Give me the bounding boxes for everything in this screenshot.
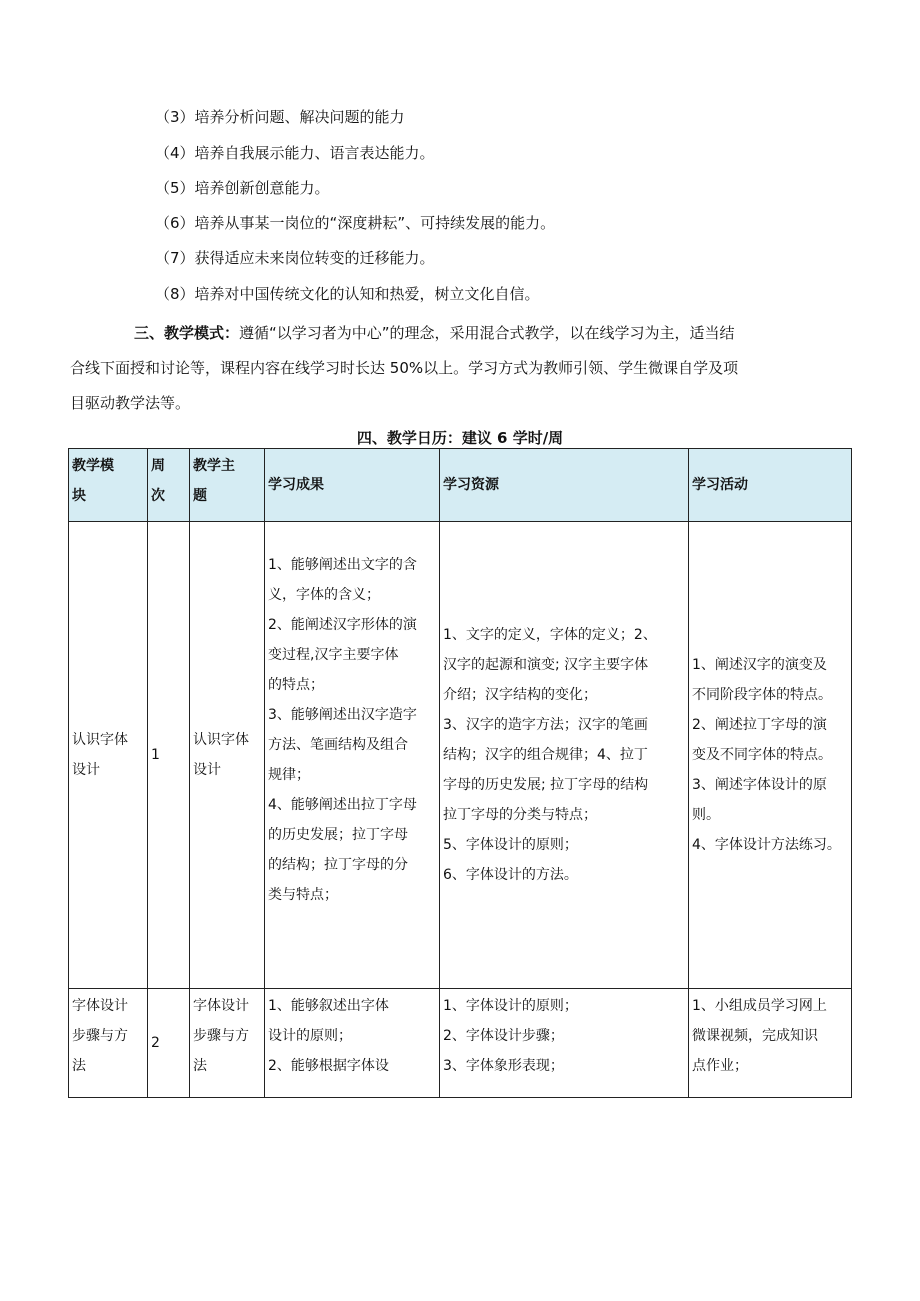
cell-topic: 字体设计 步骤与方 法: [190, 989, 265, 1098]
table-title: 四、教学日历：建议 6 学时/周: [356, 429, 564, 447]
header-topic: 教学主 题: [190, 449, 265, 522]
cell-module: 字体设计 步骤与方 法: [69, 989, 148, 1098]
cell-outcome: 1、能够阐述出文字的含 义，字体的含义； 2、能阐述汉字形体的演 变过程,汉字主要字体 的特点； 3、能够阐述出汉字造字 方法、笔画结构及组合 规律； 4、能够阐述出拉丁字母 的历史发展；拉丁字母 的结构；拉丁字母的分 类与特点；: [265, 522, 440, 989]
cell-resource: 1、字体设计的原则； 2、字体设计步骤； 3、字体象形表现；: [440, 989, 689, 1098]
teaching-mode-text: 目驱动教学法等。: [70, 394, 191, 412]
teaching-mode-text: 合线下面授和讨论等，课程内容在线学习时长达 50%以上。学习方式为教师引领、学生微课自学及项: [70, 359, 739, 377]
teaching-mode-paragraph: [70, 316, 860, 421]
teaching-mode-heading: 三、教学模式：: [134, 324, 240, 342]
cell-activity: 1、小组成员学习网上 微课视频，完成知识 点作业；: [689, 989, 852, 1098]
header-week: 周 次: [148, 449, 190, 522]
list-item: （4）培养自我展示能力、语言表达能力。: [155, 144, 435, 162]
header-module: 教学模 块: [69, 449, 148, 522]
cell-week: 1: [148, 522, 190, 989]
teaching-calendar-table: [68, 448, 852, 1098]
cell-resource: 1、文字的定义，字体的定义；2、 汉字的起源和演变; 汉字主要字体 介绍；汉字结构的变化； 3、汉字的造字方法；汉字的笔画 结构；汉字的组合规律；4、拉丁 字母的历史发展; 拉丁字母的结构 拉丁字母的分类与特点； 5、字体设计的原则； 6、字体设计的方法。: [440, 522, 689, 989]
header-resource: 学习资源: [440, 449, 689, 522]
cell-week: 2: [148, 989, 190, 1098]
list-item: （6）培养从事某一岗位的“深度耕耘”、可持续发展的能力。: [155, 214, 556, 232]
cell-activity: 1、阐述汉字的演变及 不同阶段字体的特点。 2、阐述拉丁字母的演 变及不同字体的特点。 3、阐述字体设计的原 则。 4、字体设计方法练习。: [689, 522, 852, 989]
table-row: [69, 989, 852, 1098]
list-item: （3）培养分析问题、解决问题的能力: [155, 108, 405, 126]
list-item: （8）培养对中国传统文化的认知和热爱，树立文化自信。: [155, 285, 540, 303]
cell-module: 认识字体 设计: [69, 522, 148, 989]
teaching-mode-text: 遵循“以学习者为中心”的理念，采用混合式教学，以在线学习为主，适当结: [239, 324, 735, 342]
list-item: （7）获得适应未来岗位转变的迁移能力。: [155, 249, 435, 267]
table-row: [69, 522, 852, 989]
header-activity: 学习活动: [689, 449, 852, 522]
table-header-row: [69, 449, 852, 522]
cell-outcome: 1、能够叙述出字体 设计的原则； 2、能够根据字体设: [265, 989, 440, 1098]
list-item: （5）培养创新创意能力。: [155, 179, 330, 197]
cell-topic: 认识字体 设计: [190, 522, 265, 989]
header-outcome: 学习成果: [265, 449, 440, 522]
